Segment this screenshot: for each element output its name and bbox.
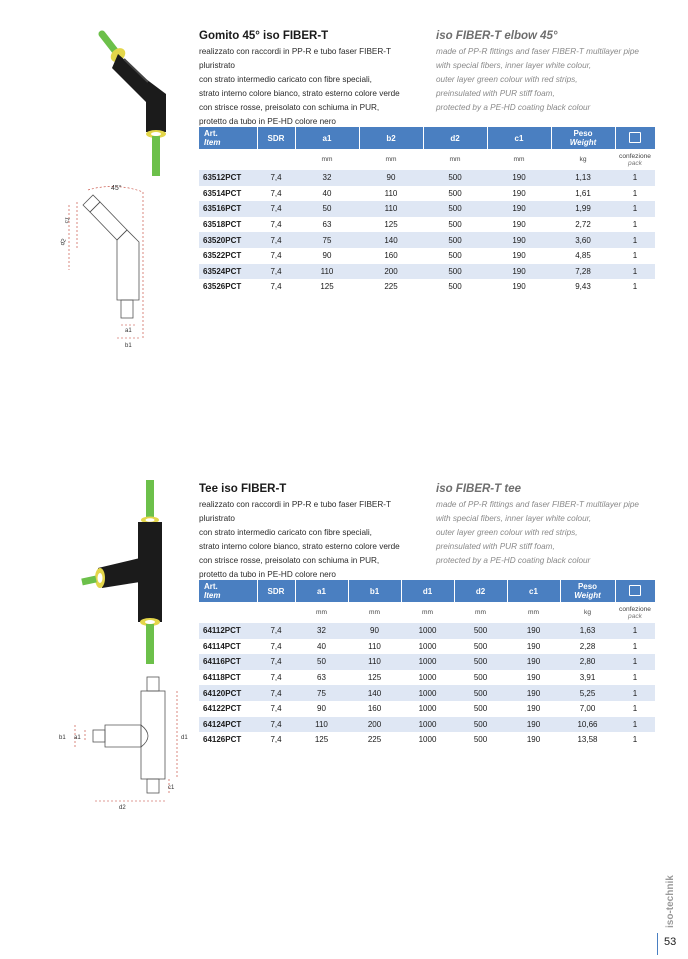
table-cell: 500: [454, 732, 507, 748]
header-d2: d2: [423, 127, 487, 149]
table-cell: 190: [487, 264, 551, 280]
table-cell: 10,66: [560, 717, 615, 733]
table-cell: 7,4: [257, 217, 295, 233]
header-b2: b2: [359, 127, 423, 149]
table-cell: 1: [615, 670, 655, 686]
footer-divider: [657, 933, 658, 955]
table-row: [199, 279, 655, 295]
desc-line: made of PP-R fittings and faser FIBER-T multilayer pipe: [436, 500, 639, 509]
article-code-cell: 64126PCT: [199, 732, 257, 748]
table-row: [199, 623, 655, 639]
unit-cell-pack: confezione pack: [615, 149, 655, 170]
tee-product-photo: [80, 478, 180, 668]
table-row: [199, 248, 655, 264]
desc-line: with special fibers, inner layer white colour,: [436, 514, 592, 523]
table-cell: 40: [295, 639, 348, 655]
table-cell: 140: [359, 232, 423, 248]
desc-line: preinsulated with PUR stiff foam,: [436, 89, 555, 98]
unit-cell-pack: confezione pack: [615, 602, 655, 623]
desc-line: realizzato con raccordi in PP-R e tubo faser FIBER-T pluristrato: [199, 500, 391, 523]
table-cell: 50: [295, 654, 348, 670]
table-row: [199, 717, 655, 733]
table-cell: 9,43: [551, 279, 615, 295]
unit-cell: mm: [348, 602, 401, 623]
table-cell: 1000: [401, 654, 454, 670]
tee-dimension-drawing: [55, 675, 195, 815]
table-cell: 90: [295, 248, 359, 264]
table-cell: 1: [615, 264, 655, 280]
unit-cell: mm: [487, 149, 551, 170]
table-cell: 125: [295, 279, 359, 295]
table-cell: 500: [454, 701, 507, 717]
table-cell: 500: [454, 670, 507, 686]
desc-line: outer layer green colour with red strips,: [436, 528, 578, 537]
table-cell: 110: [359, 186, 423, 202]
table-cell: 1: [615, 201, 655, 217]
desc-line: protected by a PE-HD coating black colour: [436, 556, 591, 565]
table-cell: 500: [454, 654, 507, 670]
table-header-row: [199, 580, 655, 602]
table-cell: 190: [487, 279, 551, 295]
table-row: [199, 186, 655, 202]
header-art: Art. Item: [199, 127, 257, 149]
table-cell: 1000: [401, 732, 454, 748]
header-c1: c1: [487, 127, 551, 149]
table-cell: 1000: [401, 701, 454, 717]
table-cell: 2,80: [560, 654, 615, 670]
article-code-cell: 63514PCT: [199, 186, 257, 202]
box-icon: [629, 585, 641, 596]
brand-vertical-label: iso-technik: [665, 875, 676, 928]
table-row: [199, 170, 655, 186]
table-cell: 1: [615, 701, 655, 717]
table-cell: 32: [295, 623, 348, 639]
tee-b1-label: b1: [59, 735, 66, 741]
article-code-cell: 63524PCT: [199, 264, 257, 280]
table-cell: 3,60: [551, 232, 615, 248]
article-code-cell: 64112PCT: [199, 623, 257, 639]
table-cell: 110: [359, 201, 423, 217]
table-cell: 500: [454, 685, 507, 701]
desc-line: with special fibers, inner layer white colour,: [436, 61, 592, 70]
article-code-cell: 64116PCT: [199, 654, 257, 670]
table-cell: 190: [507, 732, 560, 748]
table-cell: 1: [615, 232, 655, 248]
table-cell: 500: [454, 717, 507, 733]
table-cell: 500: [423, 170, 487, 186]
header-sdr: SDR: [257, 127, 295, 149]
table-cell: 1: [615, 623, 655, 639]
desc-line: made of PP-R fittings and faser FIBER-T multilayer pipe: [436, 47, 639, 56]
table-cell: 125: [348, 670, 401, 686]
table-cell: 7,4: [257, 264, 295, 280]
table-cell: 7,4: [257, 717, 295, 733]
table-cell: 500: [423, 186, 487, 202]
table-row: [199, 232, 655, 248]
article-code-cell: 64114PCT: [199, 639, 257, 655]
desc-line: con strisce rosse, preisolato con schiuma in PUR,: [199, 103, 380, 112]
article-code-cell: 63512PCT: [199, 170, 257, 186]
table-cell: 63: [295, 217, 359, 233]
desc-line: protected by a PE-HD coating black colour: [436, 103, 591, 112]
desc-line: realizzato con raccordi in PP-R e tubo faser FIBER-T pluristrato: [199, 47, 391, 70]
tee-c1-label: c1: [168, 785, 175, 791]
table-cell: 7,00: [560, 701, 615, 717]
table-cell: 190: [487, 201, 551, 217]
table-cell: 500: [454, 623, 507, 639]
table-cell: 13,58: [560, 732, 615, 748]
article-code-cell: 63522PCT: [199, 248, 257, 264]
box-icon: [629, 132, 641, 143]
table-row: [199, 201, 655, 217]
tee-spec-table: [199, 580, 656, 748]
table-row: [199, 264, 655, 280]
table-cell: 1: [615, 217, 655, 233]
article-code-cell: 63526PCT: [199, 279, 257, 295]
table-cell: 7,4: [257, 685, 295, 701]
elbow-description-it: [199, 45, 429, 129]
table-cell: 1: [615, 685, 655, 701]
table-cell: 5,25: [560, 685, 615, 701]
tee-description-it: [199, 498, 429, 582]
table-cell: 190: [507, 670, 560, 686]
table-cell: 190: [507, 717, 560, 733]
elbow-spec-table: [199, 127, 656, 295]
table-cell: 125: [359, 217, 423, 233]
table-row: [199, 732, 655, 748]
table-cell: 63: [295, 670, 348, 686]
desc-line: con strato intermedio caricato con fibre speciali,: [199, 75, 372, 84]
header-pack: [615, 127, 655, 149]
table-cell: 2,28: [560, 639, 615, 655]
table-row: [199, 701, 655, 717]
tee-d1-label: d1: [181, 735, 188, 741]
desc-line: outer layer green colour with red strips,: [436, 75, 578, 84]
table-cell: 500: [423, 264, 487, 280]
elbow-c1-label: c1: [63, 216, 72, 225]
tee-table-body: [199, 623, 655, 748]
desc-line: protetto da tubo in PE-HD colore nero: [199, 570, 336, 579]
desc-line: con strato intermedio caricato con fibre speciali,: [199, 528, 372, 537]
table-cell: 50: [295, 201, 359, 217]
table-cell: 190: [487, 170, 551, 186]
table-row: [199, 685, 655, 701]
header-a1: a1: [295, 127, 359, 149]
table-cell: 1,61: [551, 186, 615, 202]
header-weight: Peso Weight: [551, 127, 615, 149]
elbow-a1-label: a1: [125, 328, 132, 334]
tee-description-en: [436, 498, 666, 568]
elbow-product-photo: [88, 24, 188, 184]
elbow-angle-label: 45°: [111, 185, 122, 192]
table-units-row: [199, 149, 655, 170]
table-cell: 7,4: [257, 201, 295, 217]
elbow-title-en: iso FIBER-T elbow 45°: [436, 30, 558, 42]
table-cell: 1: [615, 279, 655, 295]
table-cell: 7,4: [257, 639, 295, 655]
unit-cell: mm: [423, 149, 487, 170]
table-cell: 225: [359, 279, 423, 295]
unit-cell: mm: [401, 602, 454, 623]
table-cell: 32: [295, 170, 359, 186]
unit-cell: mm: [507, 602, 560, 623]
article-code-cell: 63520PCT: [199, 232, 257, 248]
table-cell: 110: [295, 264, 359, 280]
table-cell: 90: [359, 170, 423, 186]
table-cell: 7,4: [257, 732, 295, 748]
table-cell: 190: [487, 232, 551, 248]
unit-cell: mm: [454, 602, 507, 623]
table-row: [199, 654, 655, 670]
desc-line: strato interno colore bianco, strato esterno colore verde: [199, 542, 400, 551]
table-cell: 190: [507, 685, 560, 701]
elbow-d2-label: d2: [59, 238, 68, 247]
article-code-cell: 63516PCT: [199, 201, 257, 217]
header-sdr: SDR: [257, 580, 295, 602]
tee-title-en: iso FIBER-T tee: [436, 483, 521, 495]
header-d2: d2: [454, 580, 507, 602]
tee-title-it: Tee iso FIBER-T: [199, 483, 287, 495]
elbow-description-en: [436, 45, 666, 115]
table-cell: 7,4: [257, 623, 295, 639]
table-cell: 190: [507, 701, 560, 717]
header-c1: c1: [507, 580, 560, 602]
table-units-row: [199, 602, 655, 623]
table-cell: 190: [507, 639, 560, 655]
table-cell: 1000: [401, 685, 454, 701]
table-cell: 7,4: [257, 279, 295, 295]
table-cell: 7,4: [257, 701, 295, 717]
header-art: Art. Item: [199, 580, 257, 602]
table-cell: 500: [423, 248, 487, 264]
table-cell: 125: [295, 732, 348, 748]
table-cell: 75: [295, 232, 359, 248]
table-cell: 1,99: [551, 201, 615, 217]
table-cell: 110: [295, 717, 348, 733]
unit-cell: kg: [551, 149, 615, 170]
article-code-cell: 64122PCT: [199, 701, 257, 717]
table-cell: 1000: [401, 670, 454, 686]
elbow-dimension-drawing: [55, 180, 155, 350]
tee-a1-label: a1: [74, 735, 81, 741]
table-cell: 7,4: [257, 232, 295, 248]
table-cell: 110: [348, 639, 401, 655]
table-cell: 90: [348, 623, 401, 639]
table-cell: 190: [487, 248, 551, 264]
table-cell: 1: [615, 170, 655, 186]
table-cell: 190: [487, 186, 551, 202]
table-cell: 1: [615, 248, 655, 264]
table-cell: 4,85: [551, 248, 615, 264]
table-cell: 7,28: [551, 264, 615, 280]
desc-line: con strisce rosse, preisolato con schiuma in PUR,: [199, 556, 380, 565]
table-cell: 75: [295, 685, 348, 701]
article-code-cell: 64120PCT: [199, 685, 257, 701]
header-b1: b1: [348, 580, 401, 602]
table-cell: 500: [454, 639, 507, 655]
table-cell: 190: [487, 217, 551, 233]
header-weight: Peso Weight: [560, 580, 615, 602]
table-cell: 90: [295, 701, 348, 717]
table-cell: 190: [507, 623, 560, 639]
page-number: 53: [664, 936, 677, 948]
article-code-cell: 63518PCT: [199, 217, 257, 233]
table-row: [199, 217, 655, 233]
table-cell: 160: [348, 701, 401, 717]
table-cell: 7,4: [257, 248, 295, 264]
unit-cell: mm: [359, 149, 423, 170]
table-row: [199, 670, 655, 686]
elbow-title-it: Gomito 45° iso FIBER-T: [199, 30, 329, 42]
table-cell: 225: [348, 732, 401, 748]
elbow-table-body: [199, 170, 655, 295]
table-cell: 1,13: [551, 170, 615, 186]
table-cell: 1: [615, 654, 655, 670]
table-cell: 3,91: [560, 670, 615, 686]
table-row: [199, 639, 655, 655]
table-cell: 200: [348, 717, 401, 733]
table-cell: 7,4: [257, 670, 295, 686]
header-pack: [615, 580, 655, 602]
tee-d2-label: d2: [119, 805, 126, 811]
table-cell: 1000: [401, 717, 454, 733]
table-cell: 2,72: [551, 217, 615, 233]
table-cell: 1000: [401, 623, 454, 639]
desc-line: strato interno colore bianco, strato esterno colore verde: [199, 89, 400, 98]
table-cell: 1,63: [560, 623, 615, 639]
elbow-b1-label: b1: [125, 343, 132, 349]
table-cell: 7,4: [257, 654, 295, 670]
table-cell: 500: [423, 232, 487, 248]
table-cell: 40: [295, 186, 359, 202]
table-cell: 140: [348, 685, 401, 701]
table-cell: 1: [615, 186, 655, 202]
desc-line: protetto da tubo in PE-HD colore nero: [199, 117, 336, 126]
table-cell: 7,4: [257, 186, 295, 202]
table-cell: 1: [615, 639, 655, 655]
header-a1: a1: [295, 580, 348, 602]
table-cell: 1: [615, 717, 655, 733]
table-header-row: [199, 127, 655, 149]
unit-cell: mm: [295, 602, 348, 623]
table-cell: 110: [348, 654, 401, 670]
table-cell: 200: [359, 264, 423, 280]
unit-cell: kg: [560, 602, 615, 623]
table-cell: 1000: [401, 639, 454, 655]
desc-line: preinsulated with PUR stiff foam,: [436, 542, 555, 551]
article-code-cell: 64118PCT: [199, 670, 257, 686]
table-cell: 500: [423, 201, 487, 217]
table-cell: 500: [423, 279, 487, 295]
table-cell: 7,4: [257, 170, 295, 186]
table-cell: 500: [423, 217, 487, 233]
unit-cell: mm: [295, 149, 359, 170]
table-cell: 1: [615, 732, 655, 748]
table-cell: 190: [507, 654, 560, 670]
table-cell: 160: [359, 248, 423, 264]
article-code-cell: 64124PCT: [199, 717, 257, 733]
header-d1: d1: [401, 580, 454, 602]
